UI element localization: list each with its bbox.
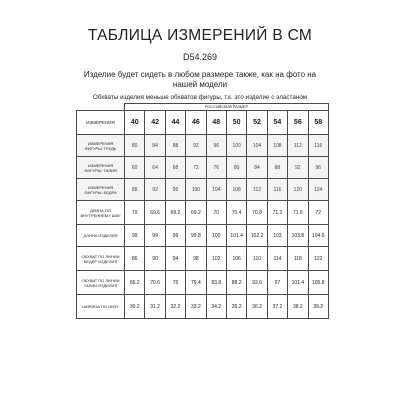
measurement-cell: 94: [165, 247, 185, 271]
row-label: ИЗМЕРЕНИЯ ФИГУРЫ: ГРУДЬ: [77, 135, 125, 157]
measurement-cell: 38.2: [288, 295, 308, 319]
measurement-cell: 92.6: [247, 271, 267, 295]
measurement-cell: 104.6: [308, 225, 328, 247]
measurement-cell: 79.4: [186, 271, 206, 295]
measurement-cell: 84: [247, 157, 267, 179]
measurement-cell: 104: [247, 135, 267, 157]
elastane-note: Обхваты изделия меньше обхватов фигуры, т.к. это изделие с эластаном: [92, 94, 308, 101]
measurement-cell: 76: [206, 157, 226, 179]
measurement-cell: 33.2: [186, 295, 206, 319]
table-row: [77, 157, 329, 179]
measurement-cell: 99.8: [186, 225, 206, 247]
measurement-cell: 122: [308, 247, 328, 271]
measurement-cell: 103: [267, 225, 287, 247]
measurement-cell: 104: [206, 179, 226, 201]
table-row: [77, 225, 329, 247]
measurement-cell: 31.2: [145, 295, 165, 319]
measurement-cell: 64: [145, 157, 165, 179]
row-label: ШИРИНА ПО НИЗУ: [77, 295, 125, 319]
measurement-cell: 72: [186, 157, 206, 179]
measurement-cell: 86: [125, 247, 145, 271]
size-cell: 56: [288, 111, 308, 135]
size-cell: 44: [165, 111, 185, 135]
measurements-header: ИЗМЕРЕНИЯ: [77, 111, 125, 135]
measurement-cell: 80: [125, 135, 145, 157]
measurement-cell: 98: [186, 247, 206, 271]
row-label: ОБХВАТ ПО ЛИНИИ ТАЛИИ ИЗДЕЛИЯ: [77, 271, 125, 295]
row-label: ДЛИНА ИЗДЕЛИЯ: [77, 225, 125, 247]
table-row: [77, 247, 329, 271]
measurement-cell: 90: [145, 247, 165, 271]
table-row: [77, 295, 329, 319]
size-cell: 40: [125, 111, 145, 135]
measurement-cell: 69.2: [165, 201, 185, 225]
row-label: ИЗМЕРЕНИЯ ФИГУРЫ: ТАЛИЯ: [77, 157, 125, 179]
measurement-cell: 70.6: [145, 271, 165, 295]
measurement-cell: 96: [206, 135, 226, 157]
measurement-cell: 88: [125, 179, 145, 201]
measurement-cell: 83.8: [206, 271, 226, 295]
measurement-cell: 101.4: [226, 225, 246, 247]
page-title: ТАБЛИЦА ИЗМЕРЕНИЙ В СМ: [87, 27, 313, 44]
measurement-cell: 102.2: [247, 225, 267, 247]
row-label: ИЗМЕРЕНИЯ ФИГУРЫ: БЕДРА: [77, 179, 125, 201]
measurement-cell: 69.6: [145, 201, 165, 225]
measurement-cell: 97: [267, 271, 287, 295]
measurement-cell: 99: [165, 225, 185, 247]
fit-note: Изделие будет сидеть в любом размере также, как на фото на нашей модели: [83, 70, 317, 89]
measurement-cell: 75: [165, 271, 185, 295]
table-row: [77, 179, 329, 201]
measurement-cell: 92: [288, 157, 308, 179]
measurement-cell: 88: [165, 135, 185, 157]
table-row: [77, 201, 329, 225]
measurement-cell: 110: [247, 247, 267, 271]
measurement-cell: 106: [226, 247, 246, 271]
measurement-cell: 72: [308, 201, 328, 225]
size-cell: 50: [226, 111, 246, 135]
measurement-cell: 88: [267, 157, 287, 179]
row-label: ДЛИНА ПО ВНУТРЕННЕМУ ШВУ: [77, 201, 125, 225]
measurement-cell: 100: [206, 225, 226, 247]
measurement-cell: 70: [125, 201, 145, 225]
measurement-cell: 101.4: [288, 271, 308, 295]
measurement-cell: 114: [267, 247, 287, 271]
table-row: [77, 135, 329, 157]
measurement-cell: 116: [267, 179, 287, 201]
measurement-cell: 66.2: [125, 271, 145, 295]
measurement-cell: 84: [145, 135, 165, 157]
measurement-cell: 70.4: [226, 201, 246, 225]
measurement-cell: 60: [125, 157, 145, 179]
measurement-cell: 108: [226, 179, 246, 201]
measurement-cell: 124: [308, 179, 328, 201]
size-cell: 58: [308, 111, 328, 135]
table-row: [77, 271, 329, 295]
measurement-cell: 32.2: [165, 295, 185, 319]
measurement-cell: 80: [226, 157, 246, 179]
measurement-cell: 70: [206, 201, 226, 225]
measurement-cell: 99: [125, 225, 145, 247]
measurement-cell: 100: [186, 179, 206, 201]
measurement-cell: 102: [206, 247, 226, 271]
measurement-cell: 30.2: [125, 295, 145, 319]
size-cell: 46: [186, 111, 206, 135]
size-cell: 48: [206, 111, 226, 135]
measurement-cell: 118: [288, 247, 308, 271]
measurement-cell: 71.6: [288, 201, 308, 225]
size-cell: 52: [247, 111, 267, 135]
model-code: D54.269: [182, 52, 218, 62]
measurement-cell: 105.8: [308, 271, 328, 295]
size-header-row: [77, 104, 329, 111]
measurement-cell: 112: [288, 135, 308, 157]
measurement-cell: 112: [247, 179, 267, 201]
measurement-cell: 88.2: [226, 271, 246, 295]
measurement-table: [76, 103, 329, 319]
measurement-cell: 35.2: [226, 295, 246, 319]
measurement-cell: 99: [145, 225, 165, 247]
measurement-cell: 108: [267, 135, 287, 157]
size-header: РОССИЙСКИЙ РАЗМЕР: [125, 104, 329, 111]
measurement-cell: 68: [165, 157, 185, 179]
corner-cell: [77, 104, 125, 111]
measurement-cell: 96: [165, 179, 185, 201]
measurement-cell: 71.2: [267, 201, 287, 225]
measurement-cell: 70.8: [247, 201, 267, 225]
measurement-cell: 34.2: [206, 295, 226, 319]
measurement-cell: 92: [145, 179, 165, 201]
measurement-cell: 116: [308, 135, 328, 157]
sizes-row: [77, 111, 329, 135]
measurement-cell: 39.2: [308, 295, 328, 319]
measurement-cell: 37.2: [267, 295, 287, 319]
measurement-cell: 120: [288, 179, 308, 201]
size-cell: 54: [267, 111, 287, 135]
measurement-cell: 92: [186, 135, 206, 157]
measurement-cell: 36.2: [247, 295, 267, 319]
row-label: ОБХВАТ ПО ЛИНИИ БЕДЕР ИЗДЕЛИЯ: [77, 247, 125, 271]
measurement-cell: 103.8: [288, 225, 308, 247]
measurement-cell: 100: [226, 135, 246, 157]
size-cell: 42: [145, 111, 165, 135]
measurement-cell: 69.2: [186, 201, 206, 225]
measurement-cell: 96: [308, 157, 328, 179]
